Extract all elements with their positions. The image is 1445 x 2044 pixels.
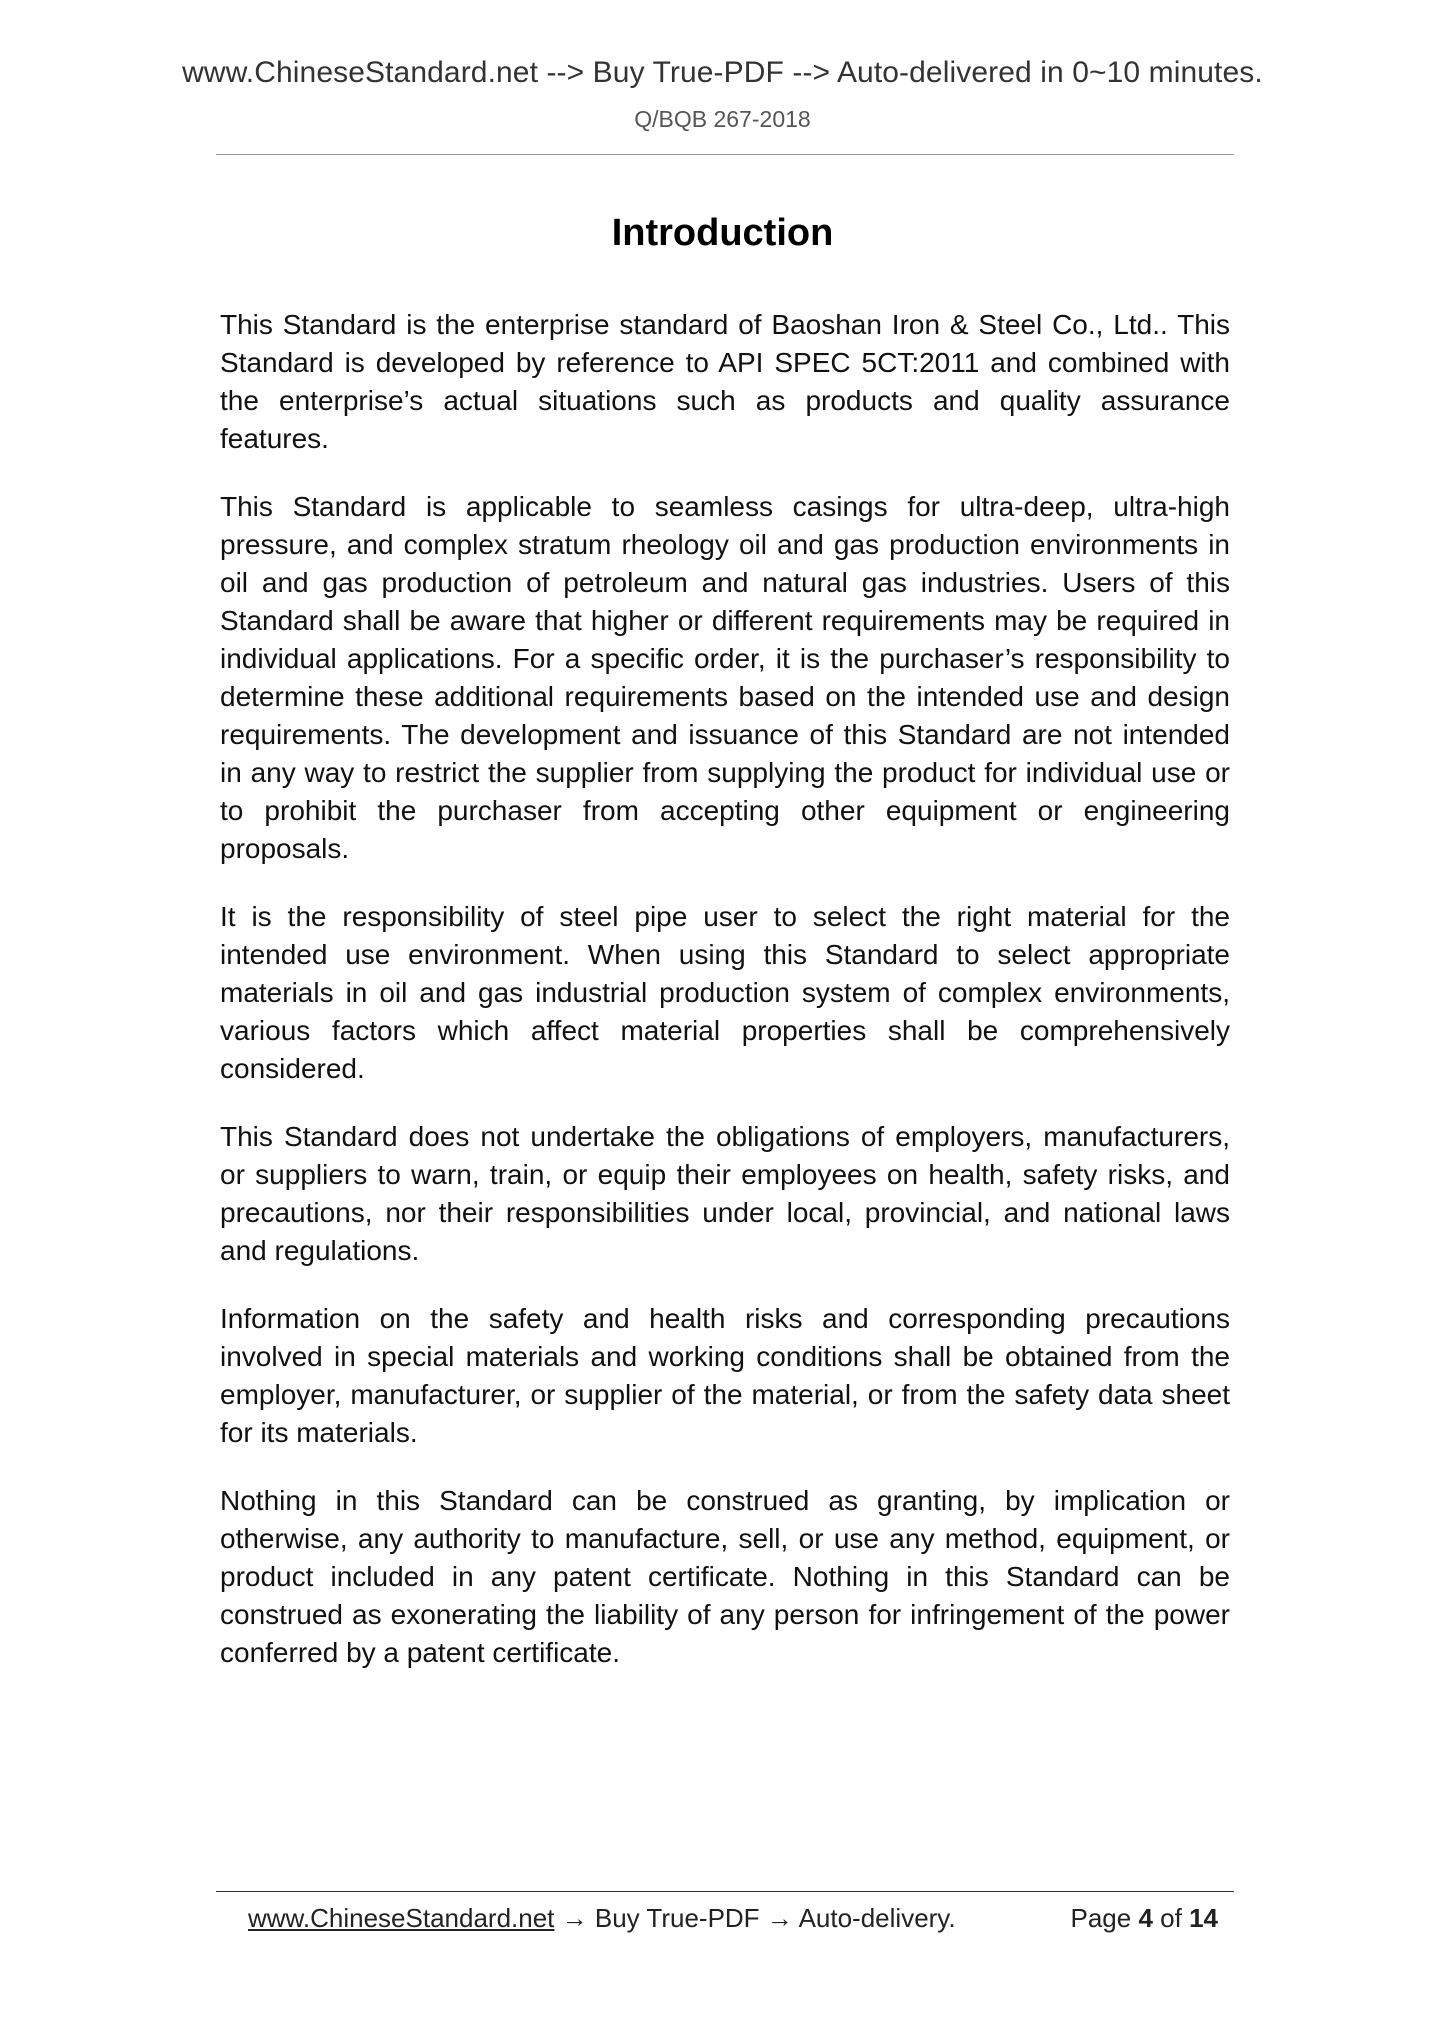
page-total: 14: [1189, 1903, 1218, 1933]
paragraph-2: This Standard is applicable to seamless casings for ultra-deep, ultra-high pressure, and complex stratum rheology oil and gas production environments in oil and gas production of petroleum and natural gas industries. Users of this Standard shall be aware that higher or different requirements may be required in individual applications. For a specific order, it is the purchaser’s responsibility to determine these additional requirements based on the intended use and design requirements. The development and issuance of this Standard are not intended in any way to restrict the supplier from supplying the product for individual use or to prohibit the purchaser from accepting other equipment or engineering proposals.: [220, 491, 1230, 864]
paragraph-4: This Standard does not undertake the obligations of employers, manufacturers, or suppliers to warn, train, or equip their employees on health, safety risks, and precautions, nor their responsibilities under local, provincial, and national laws and regulations.: [220, 1121, 1230, 1266]
paragraph-6: Nothing in this Standard can be construed as granting, by implication or otherwise, any authority to manufacture, sell, or use any method, equipment, or product included in any patent certificate. Nothing in this Standard can be construed as exonerating the liability of any person for infringement of the power conferred by a patent certificate.: [220, 1485, 1230, 1668]
page-indicator: [1070, 1898, 1218, 1938]
footer-tagline: → Buy True-PDF → Auto-delivery.: [554, 1903, 956, 1933]
header-divider: [216, 154, 1234, 155]
page-title: Introduction: [611, 212, 834, 254]
page-label: Page: [1070, 1903, 1132, 1933]
footer-left: [248, 1898, 956, 1938]
paragraph-1: This Standard is the enterprise standard of Baoshan Iron & Steel Co., Ltd.. This Standard is developed by reference to API SPEC 5CT:2011 and combined with the enterprise’s actual situations such as products and quality assurance features.: [220, 309, 1230, 454]
document-code: Q/BQB 267-2018: [634, 106, 811, 132]
page-of-label: of: [1160, 1903, 1182, 1933]
paragraph-3: It is the responsibility of steel pipe user to select the right material for the intended use environment. When using this Standard to select appropriate materials in oil and gas industrial production system of complex environments, various factors which affect material properties shall be comprehensively considered.: [220, 901, 1230, 1084]
footer-divider: [216, 1891, 1234, 1892]
body-content: [220, 306, 1230, 1702]
footer-site-link[interactable]: www.ChineseStandard.net: [248, 1903, 555, 1933]
banner-text: www.ChineseStandard.net --> Buy True-PDF --> Auto-delivered in 0~10 minutes.: [182, 56, 1263, 89]
page-current: 4: [1138, 1903, 1153, 1933]
footer: [248, 1898, 1218, 1938]
paragraph-5: Information on the safety and health risks and corresponding precautions involved in special materials and working conditions shall be obtained from the employer, manufacturer, or supplier of the material, or from the safety data sheet for its materials.: [220, 1303, 1230, 1448]
